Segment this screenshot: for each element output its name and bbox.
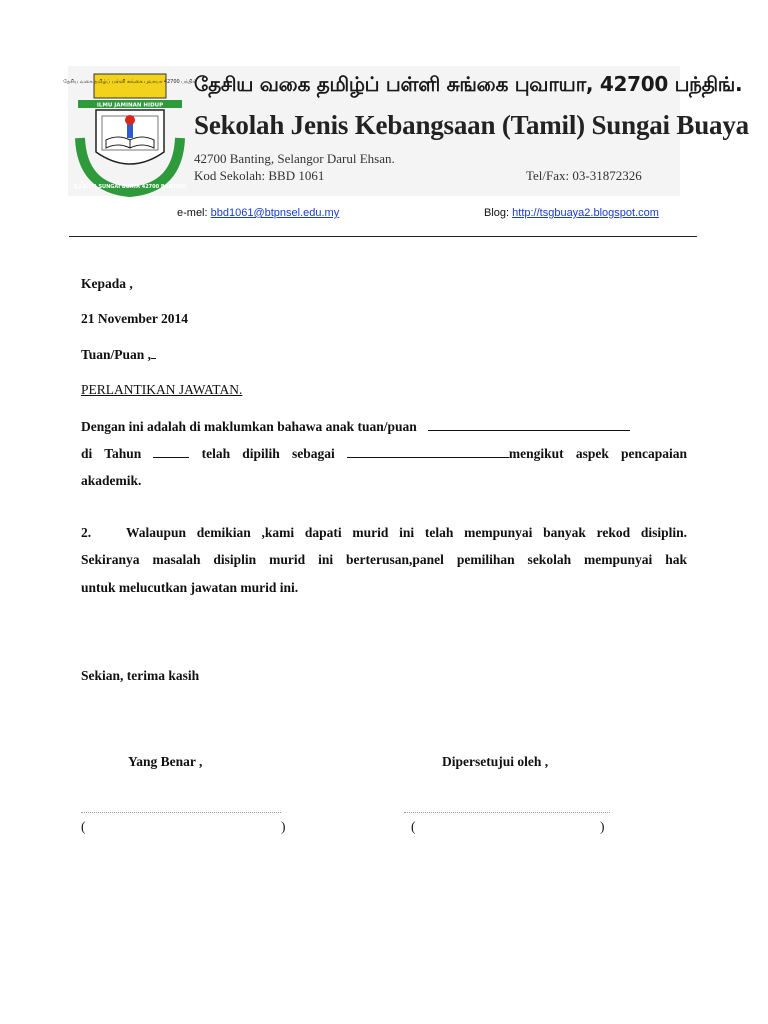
- p1-word-telah: telah: [201, 446, 231, 461]
- school-code: Kod Sekolah: BBD 1061: [194, 168, 325, 183]
- p1-word-aspek: aspek: [575, 446, 609, 461]
- p2-line1: Walaupun demikian ,kami dapati murid ini telah mempunyai banyak rekod disiplin.: [126, 525, 687, 540]
- sign-right-label: Dipersetujui oleh ,: [442, 754, 549, 769]
- p2-line2: Sekiranya masalah disiplin murid ini berterusan,panel pemilihan sekolah mempunyai hak: [81, 552, 687, 567]
- header-divider: [69, 236, 697, 237]
- school-address: 42700 Banting, Selangor Darul Ehsan.: [194, 151, 395, 166]
- letter-date: 21 November 2014: [81, 311, 188, 326]
- year-blank[interactable]: [153, 456, 189, 458]
- position-blank[interactable]: [347, 456, 509, 458]
- p1-word-tahun: Tahun: [104, 446, 142, 461]
- email-label: e-mel:: [177, 207, 211, 219]
- signature-line-left[interactable]: [81, 806, 281, 813]
- logo-banner-text: ILMU JAMINAN HIDUP: [96, 102, 164, 109]
- p1-line2: [81, 446, 687, 462]
- p2-number: 2.: [81, 525, 92, 540]
- closing: Sekian, terima kasih: [81, 668, 200, 683]
- p1-word-sebagai: sebagai: [291, 446, 335, 461]
- paren-open-right: (: [411, 819, 416, 834]
- sign-left-label: Yang Benar ,: [128, 754, 203, 769]
- logo-top-text: தேசிய வகை தமிழ்ப் பள்ளி சுங்கை புவாயா 42700 பந்திங்: [63, 79, 197, 85]
- school-name-tamil: தேசிய வகை தமிழ்ப் பள்ளி சுங்கை புவாயா, 42700 பந்திங்.: [194, 72, 743, 96]
- paren-close-right: ): [600, 819, 605, 834]
- school-name: Sekolah Jenis Kebangsaan (Tamil) Sungai Buaya: [194, 110, 749, 140]
- school-tel-fax: Tel/Fax: 03-31872326: [526, 168, 642, 183]
- p1-word-dipilih: dipilih: [242, 446, 280, 461]
- p1-line3: akademik.: [81, 473, 142, 488]
- blog-link[interactable]: http://tsgbuaya2.blogspot.com: [512, 207, 659, 219]
- letterhead: [63, 66, 749, 196]
- salutation-text: Tuan/Puan ,: [81, 347, 152, 362]
- school-crest-logo: [63, 68, 197, 194]
- p1-word-pencapaian: pencapaian: [621, 446, 688, 461]
- blog-line: [484, 207, 659, 219]
- p1-word-mengikut: mengikut: [508, 446, 564, 461]
- salutation: [81, 347, 156, 363]
- student-name-blank[interactable]: [428, 429, 630, 431]
- p1-position-group: [347, 446, 564, 461]
- letter-subject: PERLANTIKAN JAWATAN.: [81, 382, 243, 397]
- email-line: [177, 207, 339, 219]
- p1-word-di: di: [81, 446, 93, 461]
- signature-line-right[interactable]: [404, 806, 610, 813]
- p1-line1-text: Dengan ini adalah di maklumkan bahawa anak tuan/puan: [81, 419, 417, 434]
- logo-ring-text: S.J.K.(T) SUNGAI BUAYA 42700 BANTING: [73, 184, 187, 190]
- recipient-line: Kepada ,: [81, 276, 133, 291]
- email-link[interactable]: bbd1061@btpnsel.edu.my: [210, 207, 340, 219]
- p1-line1: [81, 419, 630, 435]
- blog-label: Blog:: [484, 207, 513, 219]
- p2-line3: untuk melucutkan jawatan murid ini.: [81, 580, 299, 595]
- paren-open-left: (: [81, 819, 86, 834]
- salutation-blank: [151, 357, 156, 359]
- paren-close-left: ): [281, 819, 286, 834]
